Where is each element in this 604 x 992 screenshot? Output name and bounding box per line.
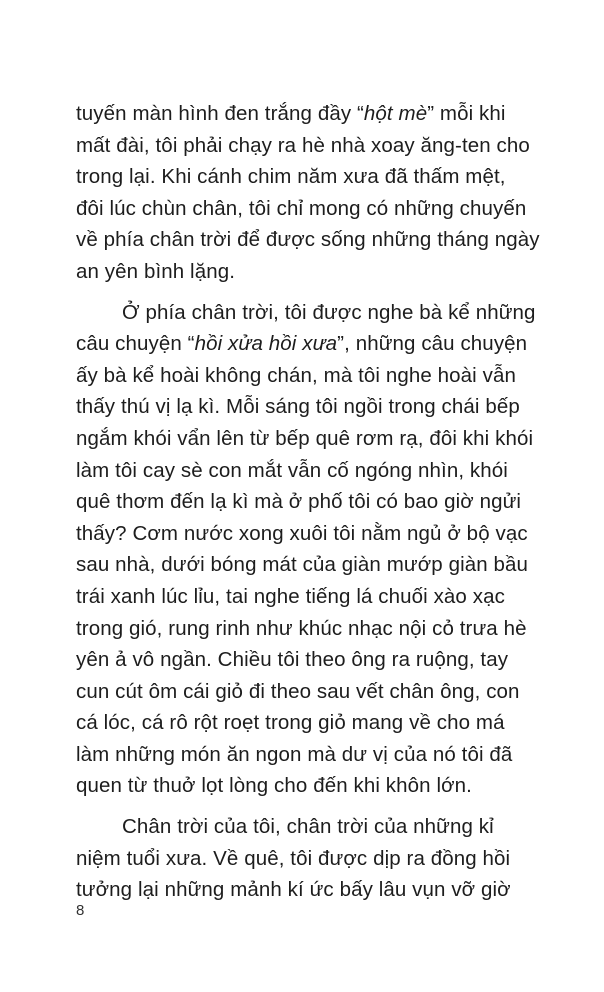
text-run: sau nhà, dưới bóng mát của giàn mướp giàn bầu bbox=[76, 553, 529, 577]
text-line bbox=[76, 360, 516, 392]
text-run: về phía chân trời để được sống những tháng ngày bbox=[76, 228, 540, 252]
text-line bbox=[76, 518, 528, 550]
text-line bbox=[76, 98, 516, 130]
text-line bbox=[76, 486, 522, 518]
text-run: ” mỗi khi bbox=[427, 102, 506, 125]
text-line bbox=[76, 328, 528, 360]
text-run: làm những món ăn ngon mà dư vị của nó tôi đã bbox=[76, 742, 513, 766]
text-line bbox=[76, 391, 520, 423]
text-run: thấy? Cơm nước xong xuôi tôi nằm ngủ ở bộ vạc bbox=[76, 521, 528, 545]
page-number: 8 bbox=[76, 902, 85, 919]
text-line bbox=[76, 193, 527, 225]
text-run: niệm tuổi xưa. Về quê, tôi được dịp ra đồng hồi bbox=[76, 846, 511, 870]
text-line bbox=[76, 843, 516, 875]
text-run: trong lại. Khi cánh chim năm xưa đã thấm mệt, bbox=[76, 165, 506, 189]
body-text bbox=[76, 98, 540, 906]
text-run: an yên bình lặng. bbox=[76, 259, 235, 283]
text-run: ”, những câu chuyện bbox=[337, 332, 528, 356]
text-line bbox=[76, 644, 516, 676]
text-run: quen từ thuở lọt lòng cho đến khi khôn lớn. bbox=[76, 774, 472, 798]
text-run: mất đài, tôi phải chạy ra hè nhà xoay ăng-ten cho bbox=[76, 133, 530, 157]
paragraph bbox=[76, 811, 516, 906]
italic-phrase: hột mè bbox=[363, 102, 428, 125]
text-run: làm tôi cay sè con mắt vẫn cố ngóng nhìn, khói bbox=[76, 458, 508, 482]
text-line bbox=[76, 739, 516, 771]
text-run: trái xanh lúc lỉu, tai nghe tiếng lá chuối xào xạc bbox=[76, 584, 505, 608]
text-line bbox=[76, 256, 516, 288]
text-line bbox=[76, 549, 529, 581]
text-run: Ở phía chân trời, tôi được nghe bà kể những bbox=[122, 300, 536, 324]
paragraph bbox=[76, 297, 536, 803]
text-run: đôi lúc chùn chân, tôi chỉ mong có những chuyến bbox=[76, 196, 527, 220]
text-line bbox=[76, 423, 534, 455]
text-run: thấy thú vị lạ kì. Mỗi sáng tôi ngồi trong chái bếp bbox=[76, 395, 520, 419]
text-line bbox=[76, 676, 520, 708]
text-run: câu chuyện “ bbox=[76, 332, 195, 356]
text-line bbox=[76, 455, 516, 487]
text-run: tuyến màn hình đen trắng đầy “ bbox=[76, 102, 364, 125]
text-line bbox=[76, 613, 527, 645]
italic-phrase: hồi xửa hồi xưa bbox=[194, 332, 338, 356]
text-line bbox=[76, 874, 516, 906]
text-run: ấy bà kể hoài không chán, mà tôi nghe hoài vẫn bbox=[76, 363, 516, 387]
text-run: cun cút ôm cái giỏ đi theo sau vết chân ông, con bbox=[76, 679, 520, 703]
text-line bbox=[76, 707, 516, 739]
text-run: tưởng lại những mảnh kí ức bấy lâu vụn vỡ giờ bbox=[76, 878, 511, 902]
text-line bbox=[76, 811, 516, 843]
text-run: cá lóc, cá rô rột roẹt trong giỏ mang về cho má bbox=[76, 711, 505, 735]
paragraph bbox=[76, 98, 540, 288]
text-line bbox=[76, 581, 516, 613]
text-line bbox=[76, 130, 530, 162]
text-run: yên ả vô ngần. Chiều tôi theo ông ra ruộng, tay bbox=[76, 648, 509, 672]
text-run: quê thơm đến lạ kì mà ở phố tôi có bao giờ ngửi bbox=[76, 490, 522, 514]
text-line bbox=[76, 224, 540, 256]
text-run: trong gió, rung rinh như khúc nhạc nội cỏ trưa hè bbox=[76, 616, 527, 640]
text-line bbox=[76, 297, 536, 329]
paragraph-gap bbox=[76, 802, 516, 811]
text-run: Chân trời của tôi, chân trời của những kỉ bbox=[122, 815, 494, 839]
text-run: ngắm khói vẩn lên từ bếp quê rơm rạ, đôi khi khói bbox=[76, 426, 534, 450]
text-line bbox=[76, 770, 516, 802]
paragraph-gap bbox=[76, 288, 516, 297]
text-line bbox=[76, 161, 516, 193]
